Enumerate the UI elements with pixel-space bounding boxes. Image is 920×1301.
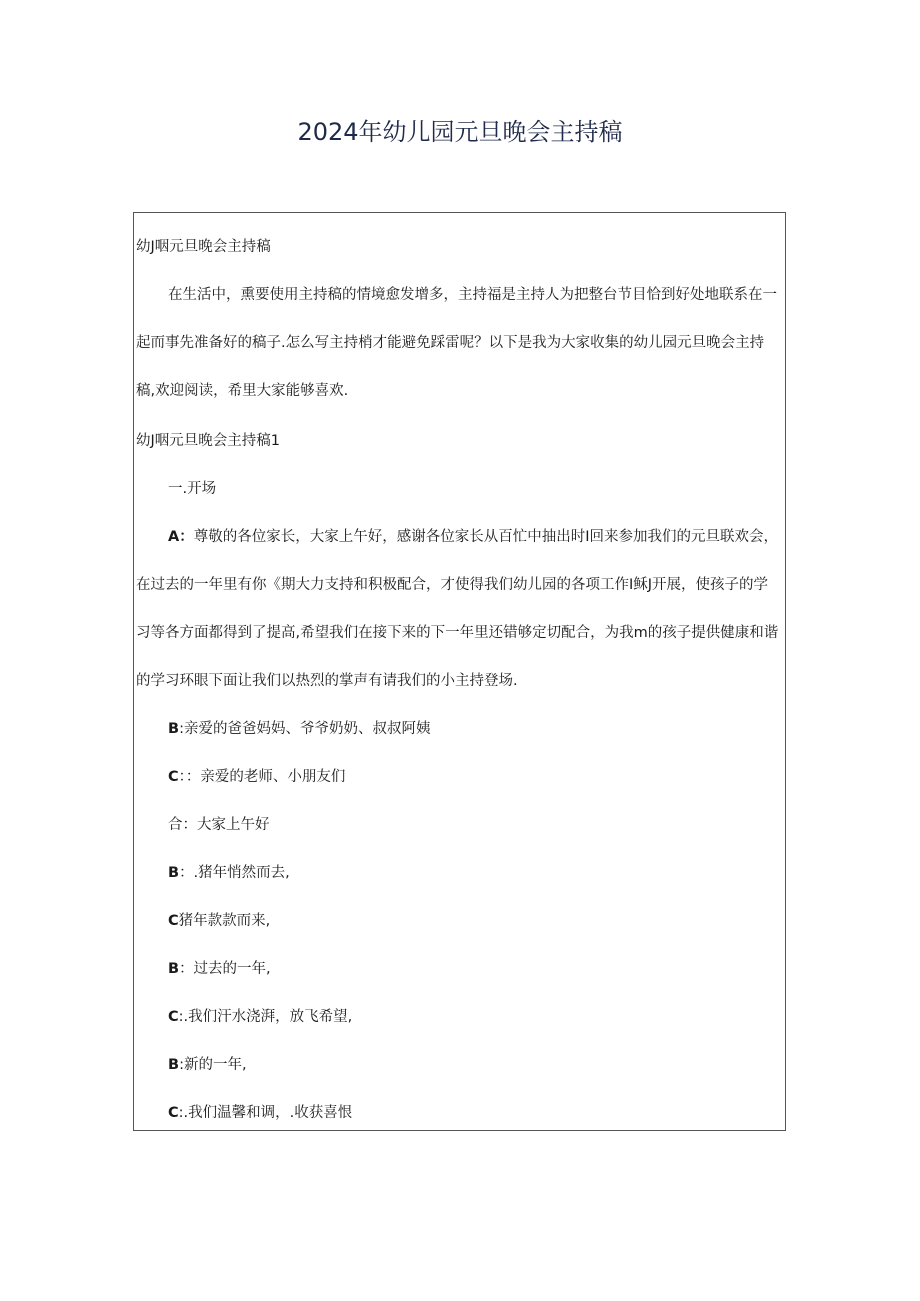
dialogue-text: 猪年款款而来, bbox=[178, 913, 271, 929]
dialogue-line bbox=[168, 1007, 785, 1027]
dialogue-text: ：.猪年悄然而去, bbox=[179, 865, 290, 881]
speaker-label: C bbox=[168, 1009, 179, 1025]
intro-line-2: 起而事先准备好的稿子.怎么写主持梢才能避免踩雷呢？以下是我为大家收集的幼儿园元旦晚会主持 bbox=[136, 335, 765, 351]
speech-a-line-4: 的学习环眼下面让我们以热烈的掌声有请我们的小主持登场. bbox=[136, 673, 518, 689]
speech-text: 尊敬的各位家长，大家上午好，感谢各位家长从百忙中抽出时I回来参加我们的元旦联欢会， bbox=[193, 529, 779, 545]
speaker-label: B bbox=[168, 1057, 180, 1073]
dialogue-line bbox=[168, 863, 785, 883]
dialogue-line bbox=[168, 815, 785, 835]
dialogue-line bbox=[168, 1103, 785, 1123]
dialogue-line bbox=[168, 959, 785, 979]
intro-line-3: 稿,欢迎阅读，希里大家能够喜欢. bbox=[136, 383, 349, 399]
speaker-label: C bbox=[168, 913, 179, 929]
opening-heading: 一.开场 bbox=[168, 481, 217, 497]
speech-a-line-2: 在过去的一年里有你《期大力支持和积极配合，才使得我们幼儿园的各项工作I稣J开展，使孩子的学 bbox=[136, 577, 769, 593]
dialogue-text: :.我们温馨和调，.收获喜恨 bbox=[178, 1105, 353, 1121]
dialogue-text: ：：亲爱的老师、小朋友们 bbox=[178, 769, 346, 785]
speaker-label: C bbox=[168, 1105, 179, 1121]
speech-a-line-3: 习等各方面都得到了提高,希望我们在接下来的下一年里还错够定切配合，为我m的孩子提供健康和谐 bbox=[136, 625, 779, 641]
document-subtitle: 幼J咽元旦晚会主持稿 bbox=[136, 239, 271, 255]
speaker-label: A： bbox=[168, 529, 194, 545]
speaker-label: B bbox=[168, 961, 180, 977]
speaker-label: B bbox=[168, 865, 180, 881]
dialogue-line bbox=[168, 719, 785, 739]
content-box bbox=[133, 212, 786, 1131]
dialogue-text: ：过去的一年, bbox=[179, 961, 271, 977]
section-title: 幼J咽元旦晚会主持稿1 bbox=[136, 433, 281, 449]
intro-line-1: 在生活中，熏要使用主持稿的情境愈发增多，主持福是主持人为把整台节目恰到好处地联系在一 bbox=[168, 287, 777, 303]
dialogue-line bbox=[168, 767, 785, 787]
document-title: 2024年幼儿园元旦晚会主持稿 bbox=[297, 118, 623, 146]
dialogue-text: :亲爱的爸爸妈妈、爷爷奶奶、叔叔阿姨 bbox=[179, 721, 431, 737]
dialogue-text: 合：大家上午好 bbox=[168, 817, 270, 833]
dialogue-text: :新的一年, bbox=[179, 1057, 247, 1073]
dialogue-line bbox=[168, 1055, 785, 1075]
dialogue-text: :.我们汗水浇湃，放飞希望, bbox=[178, 1009, 353, 1025]
speaker-label: B bbox=[168, 721, 180, 737]
speaker-label: C bbox=[168, 769, 179, 785]
speech-a-line-1 bbox=[168, 527, 785, 547]
dialogue-line bbox=[168, 911, 785, 931]
